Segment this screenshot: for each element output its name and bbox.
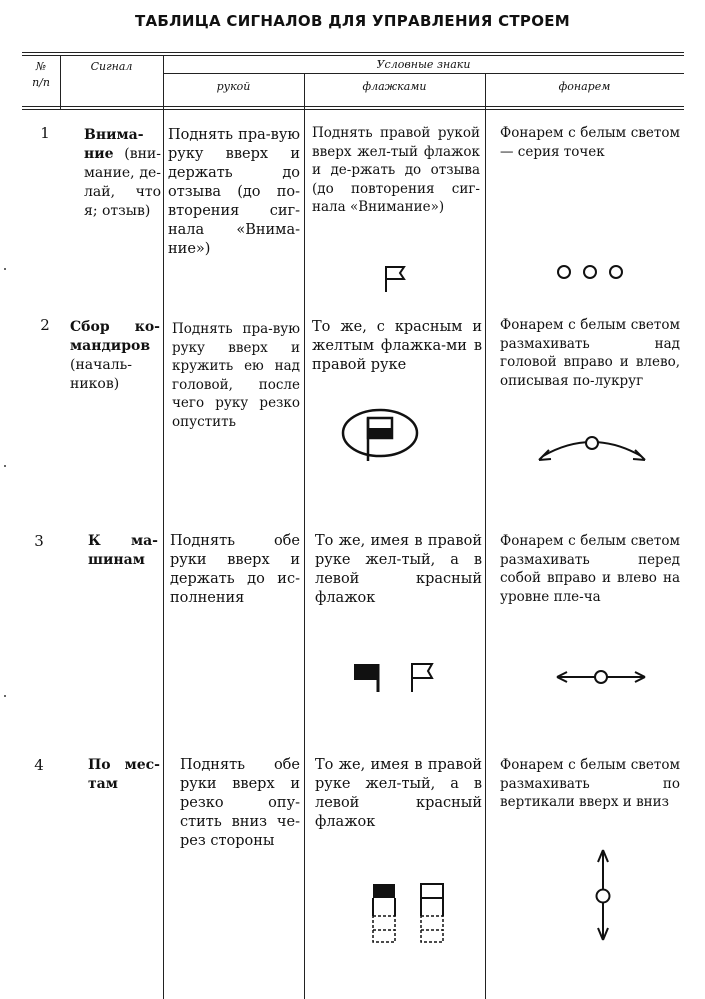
row-4-flags: То же, имея в правой руке жел-тый, а в левой красный флажок [315, 757, 482, 830]
row-1-signal-bold: Внима-ние [84, 127, 144, 162]
header-num: № [35, 60, 47, 73]
table-top-rule-2 [22, 55, 684, 56]
horizontal-swing-icon [555, 666, 647, 688]
row-1-signal [84, 126, 161, 221]
row-3-signal-bold: К ма-шинам [88, 533, 158, 568]
row-4-lantern: Фонарем с белым светом размахивать по вертикали вверх и вниз [500, 757, 680, 810]
scan-mark [4, 695, 6, 697]
header-signal: Сигнал [90, 60, 133, 73]
scan-mark [4, 268, 6, 270]
row-2-num: 2 [40, 316, 50, 334]
row-4-num: 4 [34, 756, 44, 774]
row-4-signal [88, 756, 160, 794]
row-3-flags: То же, имея в правой руке жел-тый, а в левой красный флажок [315, 533, 482, 606]
semicircle-swing-icon [537, 430, 647, 466]
table-top-rule [22, 52, 684, 53]
row-2-flags: То же, с красным и желтым флажка-ми в правой руке [312, 319, 482, 373]
header-bottom-rule [22, 106, 684, 107]
row-1-flags: Поднять правой рукой вверх жел-тый флажок и де-ржать до отзыва (до повторения сиг-нала «Внимание») [312, 125, 480, 215]
row-1-lantern: Фонарем с белым светом — серия точек [500, 125, 680, 160]
header-by-hand: рукой [216, 80, 251, 93]
col-divider-2 [163, 55, 164, 999]
row-2-signal-rest: (началь-ников) [70, 357, 132, 392]
three-dots-icon [552, 262, 632, 282]
scan-mark [4, 465, 6, 467]
row-3-num: 3 [34, 532, 44, 550]
col-divider-4 [485, 74, 486, 999]
row-1-signal-rest: (вни-мание, де-лай, что я; отзыв) [84, 146, 161, 219]
row-3-lantern: Фонарем с белым светом размахивать перед собой вправо и влево на уровне пле-ча [500, 533, 680, 605]
header-subdivider [163, 73, 684, 74]
two-flags-circling-icon [340, 405, 430, 465]
header-bottom-rule-2 [22, 109, 684, 110]
row-1-num: 1 [40, 124, 50, 142]
row-2-signal-bold: Сбор ко-мандиров [70, 319, 160, 354]
header-by-lantern: фонарем [558, 80, 611, 93]
row-3-signal [88, 532, 158, 570]
header-by-flags: флажками [362, 80, 427, 93]
red-and-yellow-flags-icon [350, 660, 450, 696]
header-conventional-signs: Условные знаки [376, 58, 471, 71]
page-title: ТАБЛИЦА СИГНАЛОВ ДЛЯ УПРАВЛЕНИЯ СТРОЕМ [134, 12, 571, 30]
col-divider-3 [304, 74, 305, 999]
single-yellow-flag-icon [378, 262, 418, 296]
row-2-signal [70, 318, 160, 394]
row-1-hand: Поднять пра-вую руку вверх и держать до отзыва (до по-вторения сиг-нала «Внима-ние») [168, 127, 300, 257]
header-num-sub: п/п [32, 76, 50, 89]
row-4-signal-bold: По мес-там [88, 757, 160, 792]
flags-raised-lowered-icon [365, 880, 455, 946]
row-3-hand: Поднять обе руки вверх и держать до ис-полнения [170, 533, 300, 606]
row-2-hand: Поднять пра-вую руку вверх и кружить ею над головой, после чего руку резко опустить [172, 321, 300, 430]
vertical-swing-icon [590, 848, 616, 942]
row-2-lantern: Фонарем с белым светом размахивать над головой вправо и влево, описывая по-лукруг [500, 317, 680, 389]
row-4-hand: Поднять обе руки вверх и резко опу-стить вниз че-рез стороны [180, 757, 300, 849]
